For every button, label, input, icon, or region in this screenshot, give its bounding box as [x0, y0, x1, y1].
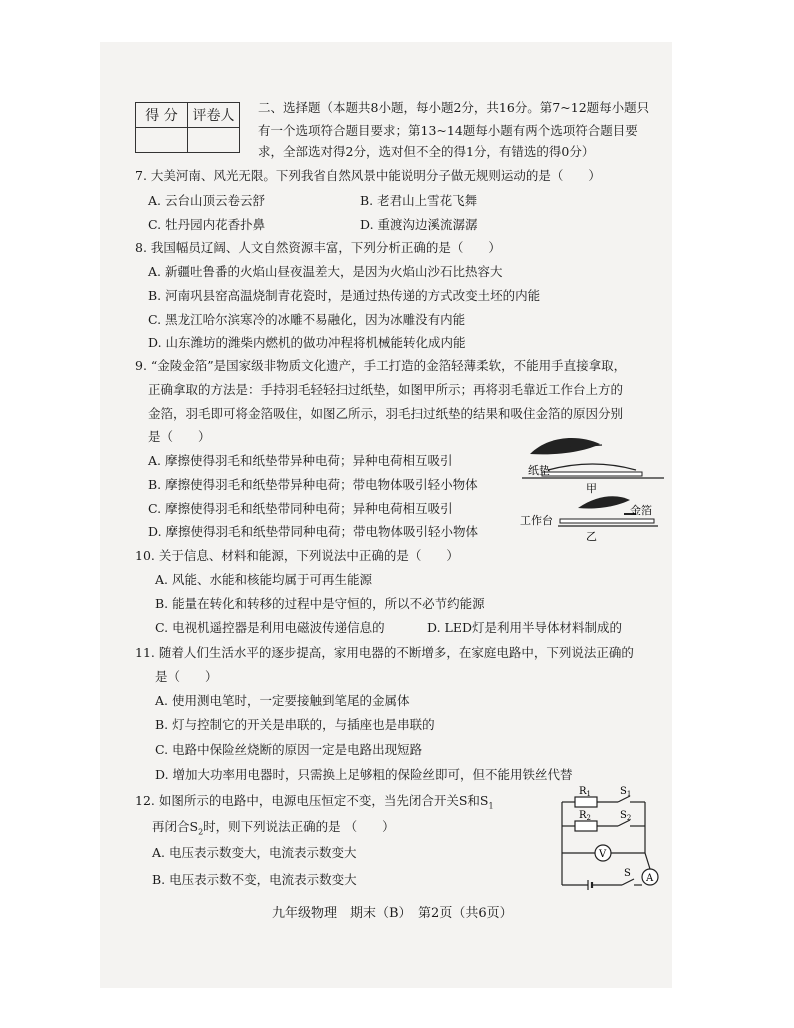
- q8-option-a: A. 新疆吐鲁番的火焰山昼夜温差大，是因为火焰山沙石比热容大: [148, 264, 503, 279]
- q9-stem-line3: 金箔，羽毛即可将金箔吸住，如图乙所示，羽毛扫过纸垫的结果和吸住金箔的原因分别: [148, 406, 624, 421]
- q12-option-a: A. 电压表示数变大，电流表示数变大: [152, 845, 357, 860]
- q9-option-a: A. 摩擦使得羽毛和纸垫带异种电荷；异种电荷相互吸引: [148, 453, 453, 468]
- paper-pad-curve: [548, 464, 636, 470]
- q9-option-b: B. 摩擦使得羽毛和纸垫带异种电荷；带电物体吸引轻小物体: [148, 477, 478, 492]
- q11-option-d: D. 增加大功率用电器时，只需换上足够粗的保险丝即可，但不能用铁丝代替: [155, 767, 573, 782]
- feather-icon-yi: [578, 496, 630, 508]
- q10-option-d: D. LED灯是利用半导体材料制成的: [427, 620, 622, 635]
- q7-option-a: A. 云台山顶云卷云舒: [148, 193, 265, 208]
- label-gold-foil: 金箔: [630, 504, 652, 517]
- q12-s2-subscript: 2: [198, 827, 204, 837]
- q10-stem: 10. 关于信息、材料和能源，下列说法中正确的是（ ）: [135, 548, 459, 563]
- q11-option-c: C. 电路中保险丝烧断的原因一定是电路出现短路: [155, 742, 423, 757]
- feather-icon-jia: [530, 438, 602, 454]
- paper-pad: [542, 472, 642, 476]
- section-header-line2: 有一个选项符合题目要求；第13~14题每小题有两个选项符合题目要: [258, 123, 638, 138]
- q12-circuit-diagram: [550, 783, 665, 895]
- q8-option-d: D. 山东潍坊的潍柴内燃机的做功冲程将机械能转化成内能: [148, 335, 466, 350]
- q12-s1-subscript: 1: [488, 801, 494, 811]
- label-s: S: [624, 868, 631, 879]
- q9-stem-line4: 是（ ）: [148, 429, 211, 444]
- section-header-line3: 求，全部选对得2分，选对但不全的得1分，有错选的得0分）: [258, 144, 595, 159]
- q12-stem-line1: [135, 793, 494, 815]
- score-table: [135, 102, 240, 153]
- label-paper-pad: 纸垫: [528, 464, 550, 477]
- score-header: 得 分: [136, 103, 188, 128]
- q9-stem-line2: 正确拿取的方法是：手持羽毛轻轻扫过纸垫，如图甲所示；再将羽毛靠近工作台上方的: [148, 382, 624, 397]
- q7-option-d: D. 重渡沟边溪流潺潺: [360, 217, 478, 232]
- q11-option-b: B. 灯与控制它的开关是串联的，与插座也是串联的: [155, 717, 435, 732]
- q8-option-c: C. 黑龙江哈尔滨寒冷的冰雕不易融化，因为冰雕没有内能: [148, 312, 466, 327]
- label-r1: $R_1$: [579, 786, 591, 798]
- workbench: [560, 519, 654, 523]
- q7-stem: 7. 大美河南、风光无限。下列我省自然风景中能说明分子做无规则运动的是（ ）: [135, 168, 601, 183]
- label-workbench: 工作台: [520, 514, 553, 527]
- q8-stem: 8. 我国幅员辽阔、人文自然资源丰富，下列分析正确的是（ ）: [135, 240, 501, 255]
- q12-stem-line2: [152, 819, 395, 841]
- q8-option-b: B. 河南巩县窑高温烧制青花瓷时，是通过热传递的方式改变土坯的内能: [148, 288, 541, 303]
- page-footer: 九年级物理 期末（B） 第2页（共6页）: [272, 906, 513, 921]
- label-jia: 甲: [586, 482, 597, 495]
- label-yi: 乙: [586, 530, 597, 543]
- ammeter-label: A: [646, 873, 654, 884]
- q11-stem-line2: 是（ ）: [155, 669, 218, 684]
- resistor-r2: [575, 821, 597, 831]
- q9-option-d: D. 摩擦使得羽毛和纸垫带同种电荷；带电物体吸引轻小物体: [148, 524, 479, 539]
- q10-option-a: A. 风能、水能和核能均属于可再生能源: [155, 572, 372, 587]
- switch-s: [622, 879, 634, 885]
- grader-cell: [188, 128, 240, 153]
- label-r2: $R_2$: [579, 810, 591, 822]
- label-s2: $S_2$: [620, 810, 632, 822]
- resistor-r1: [575, 797, 597, 807]
- label-s1: $S_1$: [620, 786, 632, 798]
- score-cell: [136, 128, 188, 153]
- q12-stem-line2-pre: 再闭合S: [152, 819, 199, 834]
- q9-option-c: C. 摩擦使得羽毛和纸垫带同种电荷；异种电荷相互吸引: [148, 501, 453, 516]
- q12-stem-line2-post: 时，则下列说法正确的是 （ ）: [203, 819, 395, 834]
- q12-stem-line1-text: 12. 如图所示的电路中，电源电压恒定不变，当先闭合开关S和S: [135, 793, 489, 808]
- q10-option-b: B. 能量在转化和转移的过程中是守恒的，所以不必节约能源: [155, 596, 485, 611]
- q9-figure: [518, 432, 668, 544]
- q11-stem-line1: 11. 随着人们生活水平的逐步提高，家用电器的不断增多，在家庭电路中，下列说法正确的: [135, 645, 634, 660]
- q12-option-b: B. 电压表示数不变，电流表示数变大: [152, 872, 357, 887]
- grader-header: 评卷人: [188, 103, 240, 128]
- q9-stem-line1: 9. “金陵金箔”是国家级非物质文化遗产，手工打造的金箔轻薄柔软，不能用手直接拿取，: [135, 358, 627, 373]
- q10-option-c: C. 电视机遥控器是利用电磁波传递信息的: [155, 620, 385, 635]
- section-header-line1: 二、选择题（本题共8小题，每小题2分，共16分。第7~12题每小题只: [258, 100, 650, 115]
- q11-option-a: A. 使用测电笔时，一定要接触到笔尾的金属体: [155, 693, 410, 708]
- q7-option-b: B. 老君山上雪花飞舞: [360, 193, 478, 208]
- q7-option-c: C. 牡丹园内花香扑鼻: [148, 217, 266, 232]
- voltmeter-label: V: [599, 849, 607, 860]
